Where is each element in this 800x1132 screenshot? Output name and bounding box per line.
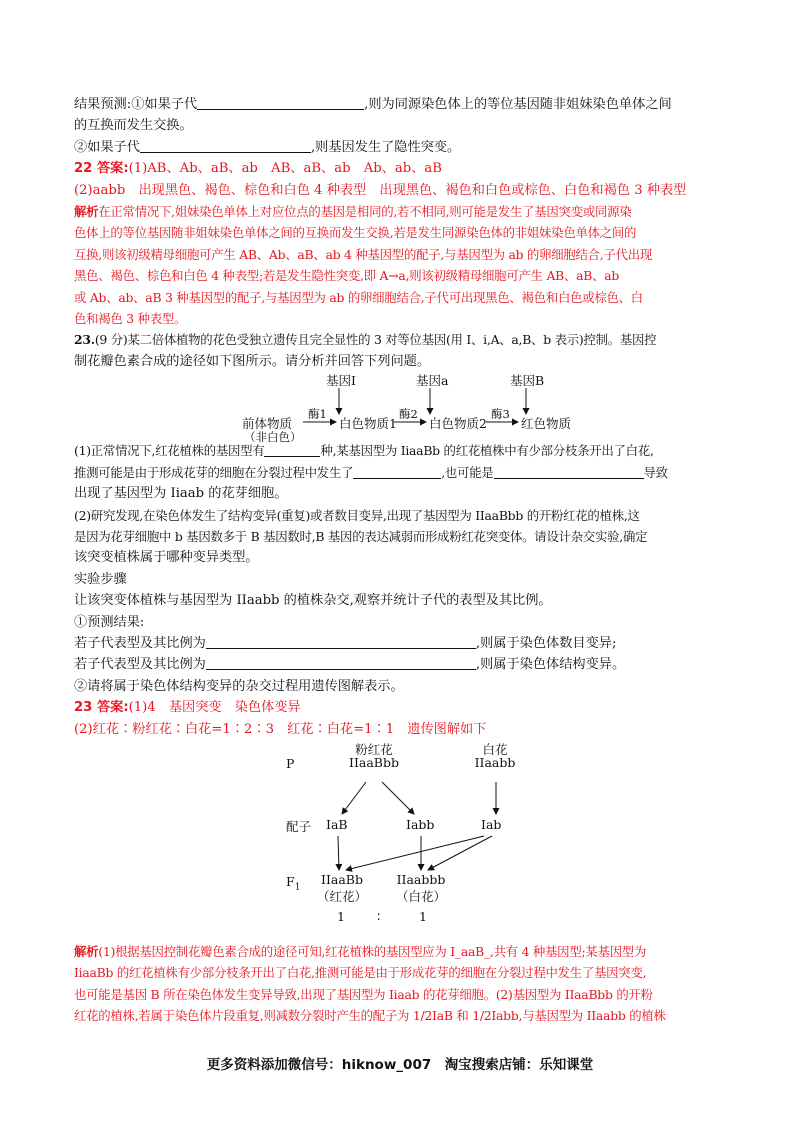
answer22-line-2: (2)aabb 出现黑色、褐色、棕色和白色 4 种表型 出现黑色、褐色和白色或棕色、白色和褐色 3 种表型 <box>74 182 687 198</box>
result-text: ②如果子代 <box>74 139 140 155</box>
analysis-label: 解析 <box>74 204 99 220</box>
offspring-red-note: （红花） <box>316 888 367 904</box>
pigment-pathway-diagram <box>74 373 730 445</box>
answer-blank <box>206 655 476 670</box>
question-text: ,则属于染色体数目变异; <box>475 635 617 651</box>
result-text: 结果预测:①如果子代 <box>74 97 198 112</box>
enzyme3-label: 酶3 <box>491 407 510 422</box>
gene-b-label: 基因B <box>510 373 545 389</box>
analysis22-line-5: 或 Ab、ab、aB 3 种基因型的配子,与基因型为 ab 的卵细胞结合,子代可出现黑色、褐色和白色或棕色、白 <box>74 289 643 305</box>
analysis-text: (1)根据基因控制花瓣色素合成的途径可知,红花植株的基因型应为 I_aaB_,共有 4 种基因型;某基因型为 <box>98 943 647 959</box>
question-text: (9 分)某二倍体植物的花色受独立遗传且完全显性的 3 对等位基因(用 I、i,A、a,B、b 表示)控制。基因控 <box>94 332 657 348</box>
offspring-red-genotype: IIaaBb <box>321 871 363 887</box>
answer-blank <box>494 464 644 479</box>
answer-blank <box>206 634 476 649</box>
question23-line-2: 制花瓣色素合成的途径如下图所示。请分析并回答下列问题。 <box>74 353 431 369</box>
gamete-generation-label: 配子 <box>286 818 312 834</box>
gamete3-to-f1b-arrow <box>428 836 492 870</box>
predict-title: ①预测结果: <box>74 614 145 630</box>
answer23-line-1 <box>74 697 730 718</box>
document-body <box>74 94 730 1027</box>
genetic-cross-diagram <box>74 741 730 924</box>
question-text: 导致 <box>643 464 668 480</box>
question23-part2-line-2: 是因为花芽细胞中 b 基因数多于 B 基因数时,B 基因的表达减弱而形成粉红花突变体。请设计杂交实验,确定 <box>74 528 648 544</box>
question23-part1-line-1 <box>74 440 730 461</box>
offspring-white-note: （白花） <box>395 888 446 904</box>
steps-text: 让该突变体植株与基因型为 IIaabb 的植株杂交,观察并统计子代的表型及其比例。 <box>74 593 552 609</box>
answer-blank <box>353 464 441 479</box>
predict-line-2 <box>74 654 730 675</box>
gamete3-to-f1a-arrow <box>346 836 484 870</box>
analysis22-line-3: 互换,则该初级精母细胞可产生 AB、Ab、aB、ab 4 种基因型的配子,与基因型为 ab 的卵细胞结合,子代出现 <box>74 246 653 262</box>
question23-part2-line-3: 该突变植株属于哪种变异类型。 <box>74 550 259 566</box>
parent-generation-label: P <box>286 755 295 771</box>
question23-part1-line-2 <box>74 462 730 483</box>
f1-letter: F <box>286 873 295 889</box>
gene-i-label: 基因I <box>326 373 356 389</box>
answer-text: (1)4 基因突变 染色体变异 <box>128 700 301 716</box>
analysis23-line-3: 也可能是基因 B 所在染色体发生变异导致,出现了基因型为 Iiaab 的花芽细胞。(2)基因型为 IIaaBbb 的开粉 <box>74 986 653 1002</box>
analysis23-line-2: IiaaBb 的红花植株有少部分枝条开出了白花,推测可能是由于形成花芽的细胞在分裂过程中发生了基因突变, <box>74 965 647 981</box>
question23-part2-line-1: (2)研究发现,在染色体发生了结构变异(重复)或者数目变异,出现了基因型为 IIaaBbb 的开粉红花的植株,这 <box>74 507 640 523</box>
white-substance1-label: 白色物质1 <box>339 416 397 432</box>
question-number: 23. <box>74 332 95 348</box>
precursor-note: （非白色） <box>244 430 302 445</box>
question-text: 推测可能是由于形成花芽的细胞在分裂过程中发生了 <box>74 464 354 480</box>
result-text: ,则基因发生了隐性突变。 <box>310 139 461 155</box>
pink-parent-label: 粉红花 <box>355 741 393 757</box>
page-footer: 更多资料添加微信号：hiknow_007 淘宝搜索店铺：乐知课堂 <box>206 1057 594 1073</box>
analysis22-line-6: 色和褐色 3 种表型。 <box>74 311 187 327</box>
answer-label: 22 答案: <box>74 161 129 177</box>
analysis-text: 在正常情况下,姐妹染色单体上对应位点的基因是相同的,若不相同,则可能是发生了基因突变或同源染 <box>98 204 632 220</box>
result-line-3 <box>74 137 730 158</box>
offspring-white-genotype: IIaabbb <box>396 871 446 887</box>
question-text: ,则属于染色体结构变异。 <box>475 657 626 673</box>
pink-parent-genotype: IIaaBbb <box>349 754 399 770</box>
analysis23-line-4: 红花的植株,若属于染色体片段重复,则减数分裂时产生的配子为 1/2IaB 和 1/2Iabb,与基因型为 IIaabb 的植株 <box>74 1008 666 1024</box>
answer-label: 23 答案: <box>74 700 129 716</box>
gamete1-to-f1-arrow <box>338 836 339 870</box>
ratio-value-2: 1 <box>419 908 427 924</box>
question-text: 种,某基因型为 IiaaBb 的红花植株中有少部分枝条开出了白花, <box>320 443 654 459</box>
answer-blank <box>140 138 311 153</box>
spacer <box>74 927 730 941</box>
result-line-2: 的互换而发生交换。 <box>74 118 193 134</box>
question23-part1-line-3: 出现了基因型为 Iiaab 的花芽细胞。 <box>74 486 288 502</box>
predict-line-1 <box>74 633 730 654</box>
parent-to-gamete1-arrow <box>342 782 366 814</box>
analysis23-line-1 <box>74 941 730 962</box>
white-parent-label: 白花 <box>482 741 508 757</box>
parent-to-gamete2-arrow <box>382 782 414 814</box>
analysis22-line-1 <box>74 201 730 222</box>
question-text: 若子代表型及其比例为 <box>74 635 206 651</box>
answer-blank <box>197 95 364 110</box>
white-parent-genotype: IIaabb <box>474 754 516 770</box>
answer22-line-1 <box>74 158 730 179</box>
f1-generation-label <box>286 874 300 893</box>
question-text: ,也可能是 <box>441 464 494 480</box>
result-line-1 <box>74 94 730 115</box>
pathway-arrows <box>74 374 730 436</box>
steps-title: 实验步骤 <box>74 571 127 587</box>
question-text: 若子代表型及其比例为 <box>74 657 206 673</box>
enzyme2-label: 酶2 <box>399 407 418 422</box>
answer-text: (1)AB、Ab、aB、ab AB、aB、ab Ab、ab、aB <box>128 161 442 177</box>
predict-line-3: ②请将属于染色体结构变异的杂交过程用遗传图解表示。 <box>74 678 404 694</box>
white-substance2-label: 白色物质2 <box>429 416 487 432</box>
analysis22-line-2: 色体上的等位基因随非姐妹染色单体之间的互换而发生交换,若是发生同源染色体的非姐妹染色单体之间的 <box>74 225 637 241</box>
answer23-line-2: (2)红花∶粉红花∶白花=1∶2∶3 红花∶白花=1∶1 遗传图解如下 <box>74 721 487 737</box>
analysis-label: 解析 <box>74 943 99 959</box>
gamete-iab-1: IaB <box>326 816 348 832</box>
gamete-iab-2: Iab <box>481 816 502 832</box>
ratio-colon: ∶ <box>377 908 381 924</box>
gamete-iabb: Iabb <box>406 816 435 832</box>
enzyme1-label: 酶1 <box>308 407 327 422</box>
f1-subscript: 1 <box>294 882 301 893</box>
gene-a-label: 基因a <box>416 373 449 389</box>
analysis22-line-4: 黑色、褐色、棕色和白色 4 种表型;若是发生隐性突变,即 A→a,则该初级精母细胞可产生 AB、aB、ab <box>74 268 620 284</box>
question23-line-1 <box>74 329 730 350</box>
precursor-label: 前体物质 <box>242 416 293 432</box>
ratio-value-1: 1 <box>337 908 345 924</box>
question-text: (1)正常情况下,红花植株的基因型有 <box>74 443 265 459</box>
red-substance-label: 红色物质 <box>521 416 572 432</box>
result-text: ,则为同源染色体上的等位基因随非姐妹染色单体之间 <box>364 97 672 112</box>
